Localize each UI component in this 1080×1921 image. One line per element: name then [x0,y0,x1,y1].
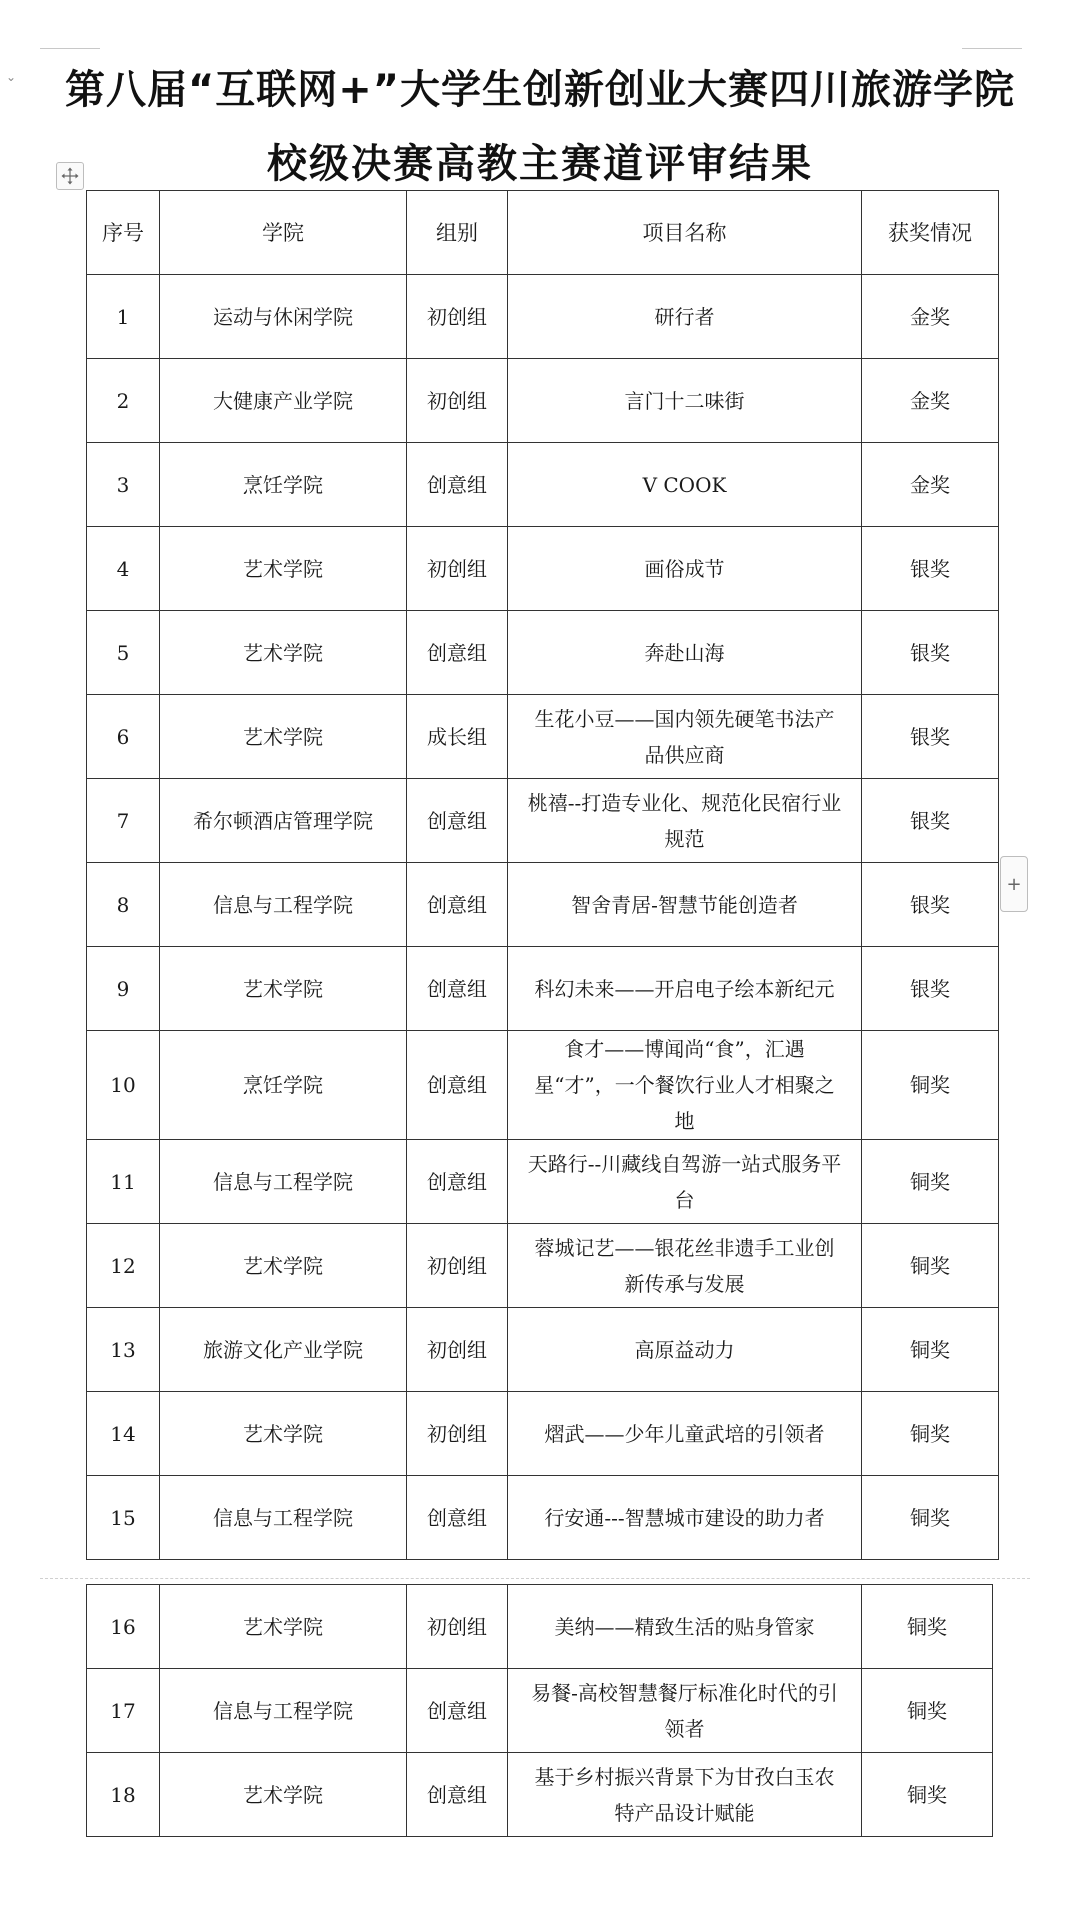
row-no-cell: 8 [87,863,160,947]
row-project-cell: 食才——博闻尚“食”，汇遇星“才”，一个餐饮行业人才相聚之地 [508,1031,862,1140]
row-project-cell: 画俗成节 [508,527,862,611]
row-college-cell: 艺术学院 [160,1392,407,1476]
row-award-cell: 金奖 [862,359,999,443]
table-row [87,1308,999,1392]
row-no-cell: 3 [87,443,160,527]
row-no-cell: 17 [87,1669,160,1753]
row-award-cell: 铜奖 [862,1476,999,1560]
row-award-cell: 铜奖 [862,1585,993,1669]
row-project-cell: 言门十二味街 [508,359,862,443]
row-no-cell: 9 [87,947,160,1031]
row-award-cell: 铜奖 [862,1140,999,1224]
row-college-cell: 艺术学院 [160,1224,407,1308]
row-group-cell: 创意组 [407,1140,508,1224]
row-no-cell: 1 [87,275,160,359]
row-award-cell: 银奖 [862,863,999,947]
row-college-cell: 信息与工程学院 [160,863,407,947]
row-project-cell: 熠武——少年儿童武培的引领者 [508,1392,862,1476]
table-row [87,275,999,359]
table-row [87,863,999,947]
row-group-cell: 创意组 [407,779,508,863]
table-row [87,947,999,1031]
row-college-cell: 旅游文化产业学院 [160,1308,407,1392]
table-row [87,1669,993,1753]
row-no-cell: 18 [87,1753,160,1837]
row-project-cell: 研行者 [508,275,862,359]
row-college-cell: 艺术学院 [160,527,407,611]
row-award-cell: 铜奖 [862,1392,999,1476]
row-group-cell: 初创组 [407,1224,508,1308]
row-college-cell: 大健康产业学院 [160,359,407,443]
row-no-cell: 6 [87,695,160,779]
row-project-cell: V COOK [508,443,862,527]
document-title-line1: 第八届“互联网+”大学生创新创业大赛四川旅游学院 [64,67,1016,113]
row-college-cell: 艺术学院 [160,947,407,1031]
row-award-cell: 铜奖 [862,1308,999,1392]
row-college-cell: 希尔顿酒店管理学院 [160,779,407,863]
row-college-cell: 艺术学院 [160,695,407,779]
row-group-cell: 创意组 [407,611,508,695]
header-project: 项目名称 [508,191,862,275]
row-no-cell: 11 [87,1140,160,1224]
row-no-cell: 13 [87,1308,160,1392]
table-row [87,1224,999,1308]
row-no-cell: 4 [87,527,160,611]
page-break [40,1578,1030,1579]
row-no-cell: 15 [87,1476,160,1560]
move-arrows-icon[interactable] [56,162,84,190]
table-row [87,1031,999,1140]
row-award-cell: 铜奖 [862,1224,999,1308]
row-college-cell: 信息与工程学院 [160,1669,407,1753]
row-group-cell: 创意组 [407,1476,508,1560]
table-row [87,1476,999,1560]
row-project-cell: 蓉城记艺——银花丝非遗手工业创新传承与发展 [508,1224,862,1308]
row-group-cell: 初创组 [407,275,508,359]
row-project-cell: 智舍青居-智慧节能创造者 [508,863,862,947]
results-table [86,190,999,1560]
table-row [87,527,999,611]
table-row [87,443,999,527]
row-group-cell: 成长组 [407,695,508,779]
row-group-cell: 初创组 [407,1392,508,1476]
table-row [87,611,999,695]
row-college-cell: 运动与休闲学院 [160,275,407,359]
row-award-cell: 银奖 [862,947,999,1031]
header-no: 序号 [87,191,160,275]
table-row [87,1392,999,1476]
plus-icon[interactable]: + [1000,856,1028,912]
row-award-cell: 银奖 [862,611,999,695]
row-award-cell: 银奖 [862,779,999,863]
row-award-cell: 铜奖 [862,1753,993,1837]
row-college-cell: 艺术学院 [160,611,407,695]
row-college-cell: 烹饪学院 [160,443,407,527]
row-project-cell: 基于乡村振兴背景下为甘孜白玉农特产品设计赋能 [508,1753,862,1837]
row-award-cell: 银奖 [862,527,999,611]
row-project-cell: 易餐-高校智慧餐厅标准化时代的引领者 [508,1669,862,1753]
row-college-cell: 烹饪学院 [160,1031,407,1140]
row-no-cell: 2 [87,359,160,443]
row-college-cell: 艺术学院 [160,1753,407,1837]
row-group-cell: 创意组 [407,863,508,947]
row-award-cell: 金奖 [862,443,999,527]
page-corner-mark [962,48,1022,49]
row-group-cell: 创意组 [407,1031,508,1140]
row-no-cell: 14 [87,1392,160,1476]
row-award-cell: 铜奖 [862,1031,999,1140]
table-row [87,695,999,779]
row-project-cell: 桃禧--打造专业化、规范化民宿行业规范 [508,779,862,863]
header-college: 学院 [160,191,407,275]
row-group-cell: 创意组 [407,1669,508,1753]
table-row [87,779,999,863]
row-group-cell: 初创组 [407,527,508,611]
row-group-cell: 创意组 [407,443,508,527]
row-group-cell: 初创组 [407,1308,508,1392]
row-group-cell: 初创组 [407,1585,508,1669]
page-corner-mark [40,48,100,49]
table-header-row [87,191,999,275]
row-project-cell: 科幻未来——开启电子绘本新纪元 [508,947,862,1031]
row-award-cell: 金奖 [862,275,999,359]
row-award-cell: 铜奖 [862,1669,993,1753]
row-project-cell: 行安通---智慧城市建设的助力者 [508,1476,862,1560]
row-project-cell: 美纳——精致生活的贴身管家 [508,1585,862,1669]
document-title-line2: 校级决赛高教主赛道评审结果 [267,141,813,187]
caret-down-icon[interactable]: ⌄ [6,70,17,84]
table-row [87,1753,993,1837]
row-no-cell: 10 [87,1031,160,1140]
row-group-cell: 创意组 [407,947,508,1031]
row-project-cell: 生花小豆——国内领先硬笔书法产品供应商 [508,695,862,779]
row-no-cell: 16 [87,1585,160,1669]
row-college-cell: 艺术学院 [160,1585,407,1669]
header-group: 组别 [407,191,508,275]
row-college-cell: 信息与工程学院 [160,1140,407,1224]
row-group-cell: 创意组 [407,1753,508,1837]
row-project-cell: 高原益动力 [508,1308,862,1392]
table-row [87,359,999,443]
row-award-cell: 银奖 [862,695,999,779]
row-no-cell: 7 [87,779,160,863]
header-award: 获奖情况 [862,191,999,275]
results-table-continued [86,1584,993,1837]
row-group-cell: 初创组 [407,359,508,443]
row-project-cell: 天路行--川藏线自驾游一站式服务平台 [508,1140,862,1224]
row-no-cell: 5 [87,611,160,695]
row-college-cell: 信息与工程学院 [160,1476,407,1560]
row-no-cell: 12 [87,1224,160,1308]
table-row [87,1585,993,1669]
table-row [87,1140,999,1224]
row-project-cell: 奔赴山海 [508,611,862,695]
